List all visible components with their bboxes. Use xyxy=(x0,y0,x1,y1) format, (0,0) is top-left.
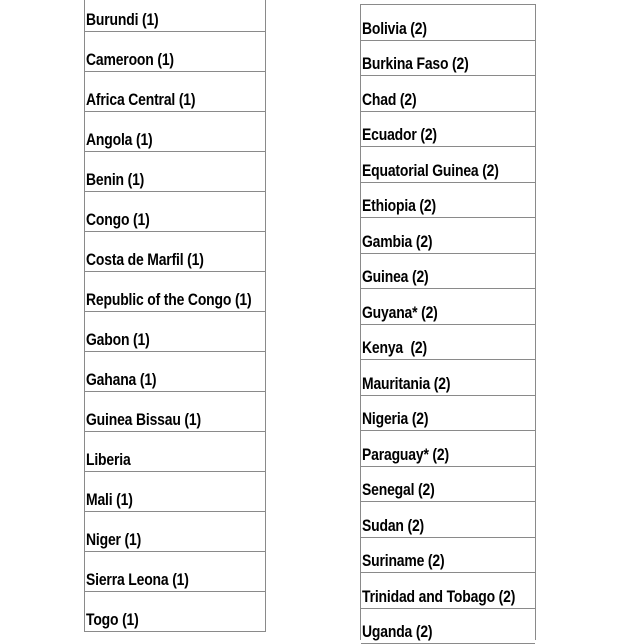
country-cell: Niger (1) xyxy=(86,530,141,550)
table-row xyxy=(361,289,535,325)
country-cell: Burundi (1) xyxy=(86,10,159,30)
country-cell: Africa Central (1) xyxy=(86,90,195,110)
country-cell: Guinea Bissau (1) xyxy=(86,410,201,430)
country-cell: Republic of the Congo (1) xyxy=(86,290,251,310)
country-cell: Nigeria (2) xyxy=(362,409,428,429)
country-cell: Liberia xyxy=(86,450,131,470)
country-cell: Sierra Leona (1) xyxy=(86,570,189,590)
country-cell: Congo (1) xyxy=(86,210,150,230)
table-row xyxy=(361,467,535,503)
country-cell: Ecuador (2) xyxy=(362,125,437,145)
country-cell: Gahana (1) xyxy=(86,370,156,390)
country-cell: Cameroon (1) xyxy=(86,50,174,70)
table-row xyxy=(361,609,535,644)
table-row xyxy=(85,392,265,432)
table-row xyxy=(85,592,265,632)
country-cell: Mauritania (2) xyxy=(362,374,450,394)
table-row xyxy=(85,472,265,512)
table-row xyxy=(361,573,535,609)
table-row xyxy=(85,432,265,472)
table-row xyxy=(361,431,535,467)
table-row xyxy=(85,192,265,232)
table-row xyxy=(361,147,535,183)
table-row xyxy=(361,183,535,219)
country-cell: Guyana* (2) xyxy=(362,303,438,323)
table-row xyxy=(85,32,265,72)
table-row xyxy=(85,552,265,592)
table-row xyxy=(85,112,265,152)
country-cell: Paraguay* (2) xyxy=(362,445,449,465)
country-cell: Benin (1) xyxy=(86,170,144,190)
table-row xyxy=(85,152,265,192)
country-cell: Kenya (2) xyxy=(362,338,427,358)
country-cell: Bolivia (2) xyxy=(362,19,427,39)
country-cell: Sudan (2) xyxy=(362,516,424,536)
table-row xyxy=(361,41,535,77)
table-row xyxy=(85,0,265,32)
country-cell: Chad (2) xyxy=(362,90,416,110)
country-cell: Ethiopia (2) xyxy=(362,196,436,216)
table-row xyxy=(361,502,535,538)
country-cell: Guinea (2) xyxy=(362,267,429,287)
right-country-table xyxy=(360,4,536,640)
table-row xyxy=(361,112,535,148)
table-row xyxy=(361,254,535,290)
table-row xyxy=(85,352,265,392)
table-row xyxy=(361,325,535,361)
country-cell: Suriname (2) xyxy=(362,551,444,571)
table-row xyxy=(85,312,265,352)
left-country-table xyxy=(84,0,266,632)
table-row xyxy=(361,76,535,112)
country-cell: Uganda (2) xyxy=(362,622,432,642)
country-cell: Trinidad and Tobago (2) xyxy=(362,587,515,607)
table-row xyxy=(85,232,265,272)
country-cell: Togo (1) xyxy=(86,610,139,630)
country-cell: Costa de Marfil (1) xyxy=(86,250,204,270)
country-cell: Senegal (2) xyxy=(362,480,435,500)
table-row xyxy=(85,512,265,552)
country-cell: Burkina Faso (2) xyxy=(362,54,469,74)
table-row xyxy=(361,360,535,396)
table-row xyxy=(85,72,265,112)
table-row xyxy=(361,538,535,574)
table-row xyxy=(361,396,535,432)
table-row xyxy=(361,5,535,41)
country-cell: Mali (1) xyxy=(86,490,133,510)
country-cell: Equatorial Guinea (2) xyxy=(362,161,499,181)
country-cell: Angola (1) xyxy=(86,130,153,150)
table-row xyxy=(85,272,265,312)
country-cell: Gambia (2) xyxy=(362,232,432,252)
table-row xyxy=(361,218,535,254)
country-cell: Gabon (1) xyxy=(86,330,150,350)
